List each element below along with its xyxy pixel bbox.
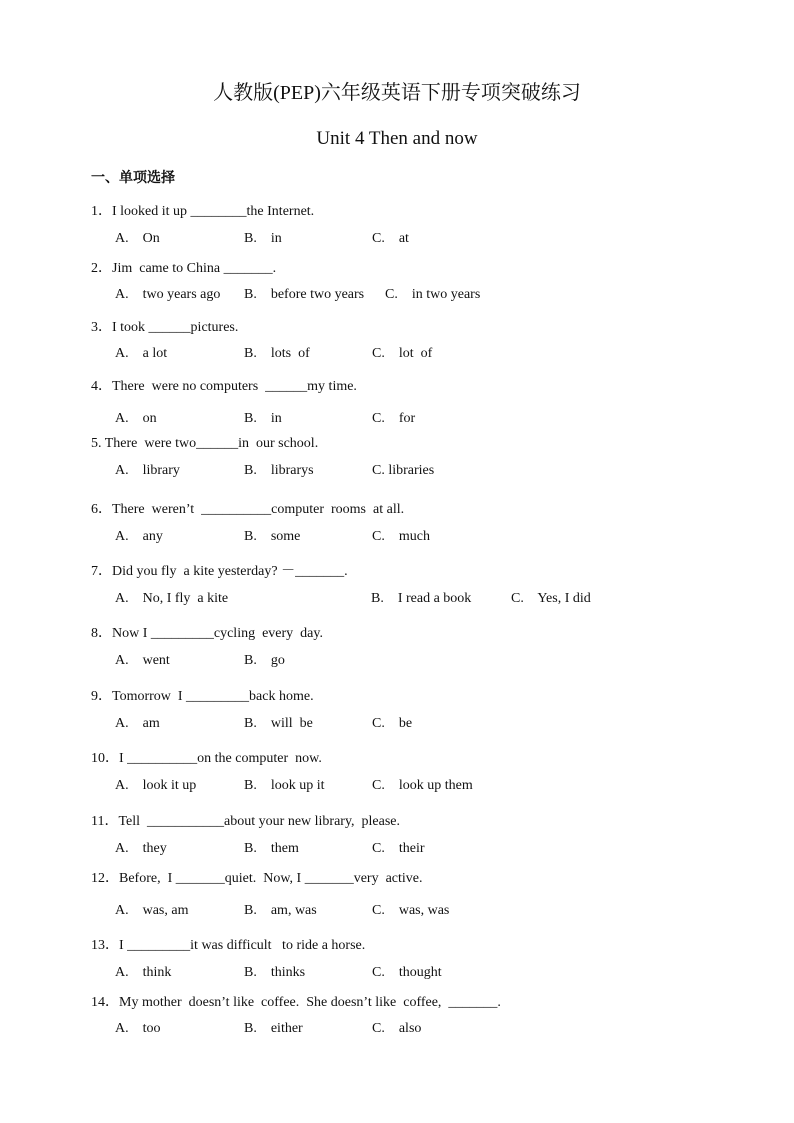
question-14: 14．My mother doesn’t like coffee. She doesn’t like coffee, _______. — [91, 995, 501, 1010]
unit-subtitle: Unit 4 Then and now — [316, 128, 478, 149]
q2-option-b: B. before two years — [244, 287, 365, 302]
q2-option-c: C. in two years — [385, 287, 481, 302]
q12-option-c: C. was, was — [372, 903, 450, 918]
q11-option-b: B. them — [244, 841, 299, 856]
q8-option-b: B. go — [244, 653, 285, 668]
q14-option-c: C. also — [372, 1021, 422, 1036]
question-1: 1．I looked it up ________the Internet. — [91, 204, 315, 219]
q13-option-a: A. think — [115, 965, 172, 980]
q10-option-b: B. look up it — [244, 778, 325, 793]
question-13: 13．I _________it was difficult to ride a horse. — [91, 938, 366, 953]
question-11: 11．Tell ___________about your new library, please. — [91, 814, 401, 829]
q8-option-a: A. went — [115, 653, 170, 668]
q5-option-a: A. library — [115, 463, 180, 478]
q6-option-c: C. much — [372, 529, 430, 544]
q5-option-c: C. libraries — [372, 463, 435, 478]
question-12: 12．Before, I _______quiet. Now, I _______very active. — [91, 871, 423, 886]
q13-option-c: C. thought — [372, 965, 442, 980]
question-2: 2．Jim came to China _______. — [91, 261, 277, 276]
question-7: 7．Did you fly a kite yesterday? －_______. — [91, 564, 348, 579]
q9-option-a: A. am — [115, 716, 160, 731]
q12-option-a: A. was, am — [115, 903, 189, 918]
q1-option-c: C. at — [372, 231, 409, 246]
q4-option-c: C. for — [372, 411, 416, 426]
q9-option-c: C. be — [372, 716, 413, 731]
q4-option-a: A. on — [115, 411, 157, 426]
q14-option-b: B. either — [244, 1021, 303, 1036]
q6-option-b: B. some — [244, 529, 301, 544]
q4-option-b: B. in — [244, 411, 282, 426]
q10-option-a: A. look it up — [115, 778, 197, 793]
question-9: 9．Tomorrow I _________back home. — [91, 689, 314, 704]
question-3: 3．I took ______pictures. — [91, 320, 239, 335]
q1-option-a: A. On — [115, 231, 160, 246]
page-title: 人教版(PEP)六年级英语下册专项突破练习 — [213, 82, 581, 104]
q13-option-b: B. thinks — [244, 965, 306, 980]
q7-option-b: B. I read a book — [371, 591, 472, 606]
q3-option-c: C. lot of — [372, 346, 433, 361]
q9-option-b: B. will be — [244, 716, 313, 731]
q12-option-b: B. am, was — [244, 903, 317, 918]
q5-option-b: B. librarys — [244, 463, 314, 478]
q11-option-a: A. they — [115, 841, 167, 856]
q14-option-a: A. too — [115, 1021, 161, 1036]
q7-option-a: A. No, I fly a kite — [115, 591, 229, 606]
question-10: 10．I __________on the computer now. — [91, 751, 322, 766]
q1-option-b: B. in — [244, 231, 282, 246]
question-8: 8．Now I _________cycling every day. — [91, 626, 323, 641]
q6-option-a: A. any — [115, 529, 163, 544]
question-6: 6．There weren’t __________computer rooms at all. — [91, 502, 405, 517]
q3-option-a: A. a lot — [115, 346, 168, 361]
section-heading: 一、单项选择 — [91, 170, 175, 186]
q3-option-b: B. lots of — [244, 346, 310, 361]
q10-option-c: C. look up them — [372, 778, 473, 793]
question-5: 5. There were two______in our school. — [91, 436, 319, 451]
q11-option-c: C. their — [372, 841, 425, 856]
q2-option-a: A. two years ago — [115, 287, 221, 302]
question-4: 4．There were no computers ______my time. — [91, 379, 357, 394]
q7-option-c: C. Yes, I did — [511, 591, 591, 606]
